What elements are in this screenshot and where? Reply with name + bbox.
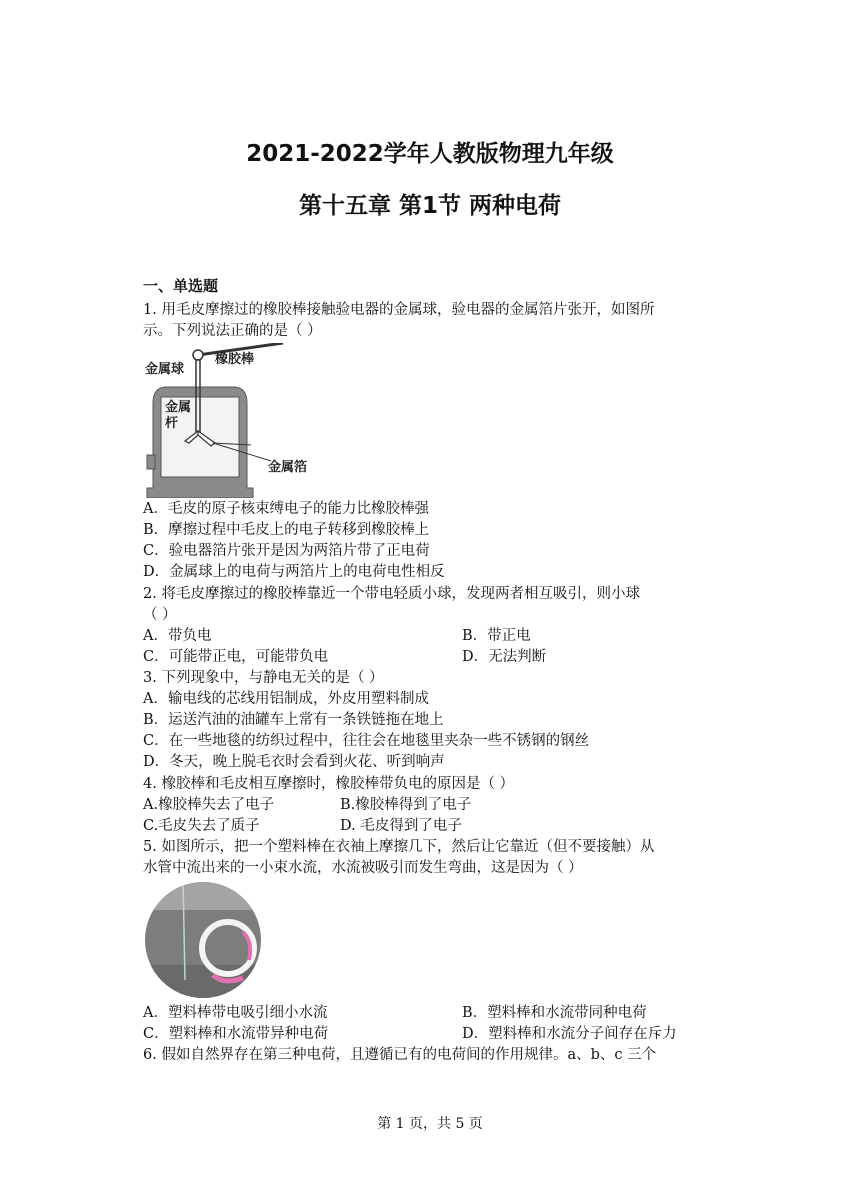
water-stream-photo <box>143 880 265 1000</box>
q1-stem-line1: 1. 用毛皮摩擦过的橡胶棒接触验电器的金属球，验电器的金属箔片张开，如图所 <box>143 302 655 318</box>
label-metal-ball: 金属球 <box>145 362 185 377</box>
label-metal-stem: 金属 <box>165 400 192 415</box>
q3-option-a: A．输电线的芯线用铝制成，外皮用塑料制成 <box>143 691 429 707</box>
q2-option-c: C．可能带正电，可能带负电 <box>143 649 329 665</box>
page-title: 2021-2022学年人教版物理九年级 <box>246 141 614 167</box>
q2-option-d: D．无法判断 <box>462 649 547 665</box>
q2-stem-line1: 2. 将毛皮摩擦过的橡胶棒靠近一个带电轻质小球，发现两者相互吸引，则小球 <box>143 586 640 602</box>
q5-option-b: B．塑料棒和水流带同种电荷 <box>462 1005 647 1021</box>
q1-option-d: D．金属球上的电荷与两箔片上的电荷电性相反 <box>143 564 445 580</box>
q3-stem: 3. 下列现象中，与静电无关的是（ ） <box>143 670 384 686</box>
section-heading: 一、单选题 <box>143 277 219 295</box>
q5-stem-line1: 5. 如图所示，把一个塑料棒在衣袖上摩擦几下，然后让它靠近（但不要接触）从 <box>143 839 655 855</box>
q5-option-d: D．塑料棒和水流分子间存在斥力 <box>462 1026 677 1042</box>
page-subtitle: 第十五章 第1节 两种电荷 <box>298 193 562 219</box>
q4-option-b: B.橡胶棒得到了电子 <box>340 797 472 813</box>
q5-option-a: A．塑料棒带电吸引细小水流 <box>143 1005 328 1021</box>
q3-option-d: D．冬天，晚上脱毛衣时会看到火花、听到响声 <box>143 754 445 770</box>
label-rubber-rod: 橡胶棒 <box>215 352 255 367</box>
q5-stem-line2: 水管中流出来的一小束水流，水流被吸引而发生弯曲，这是因为（ ） <box>143 860 583 876</box>
q1-option-a: A．毛皮的原子核束缚电子的能力比橡胶棒强 <box>143 501 429 517</box>
q4-option-a: A.橡胶棒失去了电子 <box>143 797 275 813</box>
q6-stem-line1: 6. 假如自然界存在第三种电荷，且遵循已有的电荷间的作用规律。a、b、c 三个 <box>143 1047 657 1063</box>
q3-option-c: C．在一些地毯的纺织过程中，往往会在地毯里夹杂一些不锈钢的钢丝 <box>143 733 590 749</box>
q1-stem-line2: 示。下列说法正确的是（ ） <box>143 323 322 339</box>
q1-option-b: B．摩擦过程中毛皮上的电子转移到橡胶棒上 <box>143 522 430 538</box>
electroscope-figure <box>143 343 353 498</box>
q4-option-c: C.毛皮失去了质子 <box>143 818 260 834</box>
label-metal-foil: 金属箔 <box>268 460 308 475</box>
q4-stem: 4. 橡胶棒和毛皮相互摩擦时，橡胶棒带负电的原因是（ ） <box>143 776 515 792</box>
label-metal-stem-2: 杆 <box>165 416 179 431</box>
page-footer: 第 1 页，共 5 页 <box>377 1116 483 1132</box>
q1-option-c: C．验电器箔片张开是因为两箔片带了正电荷 <box>143 543 430 559</box>
q3-option-b: B．运送汽油的油罐车上常有一条铁链拖在地上 <box>143 712 444 728</box>
q2-stem-line2: （ ） <box>143 607 177 623</box>
q4-option-d: D. 毛皮得到了电子 <box>340 818 462 834</box>
q2-option-a: A．带负电 <box>143 628 212 644</box>
q2-option-b: B．带正电 <box>462 628 531 644</box>
q5-option-c: C．塑料棒和水流带异种电荷 <box>143 1026 329 1042</box>
